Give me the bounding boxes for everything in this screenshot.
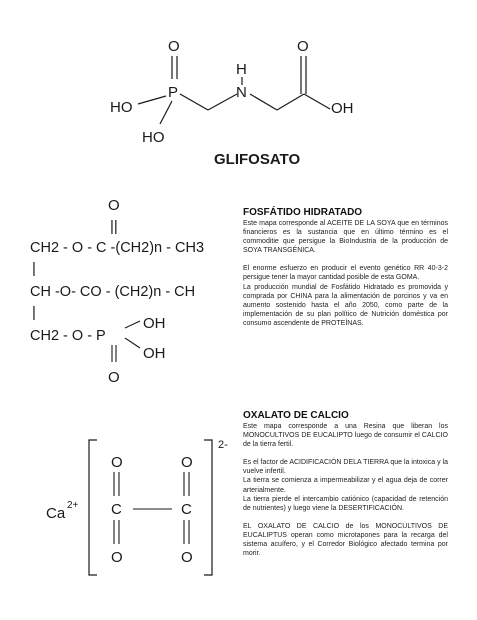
fosfatido-title: FOSFÁTIDO HIDRATADO xyxy=(243,207,363,218)
oxalato-o-top-left: O xyxy=(111,454,123,471)
fosfatido-section xyxy=(243,207,448,328)
fosfatido-bar-2: | xyxy=(32,304,36,321)
oxalato-paragraph: La tierra pierde el intercambio catiónico (capacidad de retención de nutrientes) y luego viene la DESERTIFICACIÓN. xyxy=(243,495,448,512)
fosfatido-paragraph: Este mapa corresponde al ACEITE DE LA SOYA que en términos financieros es la sustancia que en último término es el commoditie que persigue la BioIndustria de la producción de SOYA TRANSGÉNICA. xyxy=(243,220,448,255)
fosfatido-o-top: O xyxy=(108,197,120,214)
oxalato-paragraph: EL OXALATO DE CALCIO de los MONOCULTIVOS DE EUCALIPTUS operan como microtapones para la recarga del sistema acuífero, y el Corredor Biológico afectado termina por morir. xyxy=(243,522,448,558)
fosfatido-row-2: CH -O- CO - (CH2)n - CH xyxy=(30,284,196,300)
fosfatido-double-bond: || xyxy=(110,218,118,235)
oxalato-paragraph: Es el factor de ACIDIFICACIÓN DELA TIERRA que la intoxica y la vuelve infertil. xyxy=(243,459,448,476)
glifosato-structure xyxy=(0,0,477,170)
fosfatido-bar-1: | xyxy=(32,260,36,277)
fosfatido-row-1: CH2 - O - C -(CH2)n - CH3 xyxy=(30,240,205,256)
glifosato-bond-p-ho-bottom xyxy=(160,101,172,124)
glifosato-ho-bottom: HO xyxy=(142,129,165,146)
glifosato-bond-p-ho xyxy=(138,96,166,104)
fosfatido-bond-p-oh-bottom xyxy=(125,338,140,348)
fosfatido-o-bottom: O xyxy=(108,369,120,386)
oxalato-ca-charge: 2+ xyxy=(67,500,79,511)
glifosato-caption: GLIFOSATO xyxy=(214,151,301,168)
glifosato-ho-left: HO xyxy=(110,99,133,116)
fosfatido-oh-bottom: OH xyxy=(143,345,166,362)
oxalato-charge: 2- xyxy=(218,439,228,451)
glifosato-oh: OH xyxy=(331,100,354,117)
fosfatido-formula xyxy=(0,190,240,395)
fosfatido-row-3: CH2 - O - P xyxy=(30,328,106,344)
glifosato-p: P xyxy=(168,84,179,101)
glifosato-n: N xyxy=(236,84,247,101)
oxalato-section xyxy=(243,410,448,558)
oxalato-formula xyxy=(0,420,240,590)
oxalato-ca: Ca xyxy=(46,505,66,522)
oxalato-c-right: C xyxy=(181,501,192,518)
glifosato-bond-ch2-n xyxy=(208,94,237,110)
glifosato-bond-p-ch2 xyxy=(180,94,208,110)
glifosato-bond-n-ch2 xyxy=(250,94,277,110)
glifosato-o-top-left: O xyxy=(168,38,180,55)
oxalato-paragraph: Este mapa corresponde a una Resina que liberan los MONOCULTIVOS DE EUCALIPTO luego de consumir el CALCIO de la tierra fertil. xyxy=(243,423,448,449)
glifosato-bond-ch2-c xyxy=(277,94,304,110)
glifosato-o-top-right: O xyxy=(297,38,309,55)
oxalato-o-top-right: O xyxy=(181,454,193,471)
glifosato-bond-c-oh xyxy=(304,94,330,109)
oxalato-title: OXALATO DE CALCIO xyxy=(243,410,349,421)
glifosato-h: H xyxy=(236,61,247,78)
oxalato-o-bottom-right: O xyxy=(181,549,193,566)
oxalato-paragraph: La tierra se comienza a impermeabilizar y el agua deja de correr arterialmente. xyxy=(243,477,448,494)
fosfatido-paragraph: La producción mundial de Fosfátido Hidratado es promovida y comprada por CHINA para la alimentación de porcinos y va en aumento sostenido hasta el año 2050, como parte de la implementación de su plan político de Nutrición doméstica por consumo ascendente de PROTEÍNAS. xyxy=(243,283,448,327)
oxalato-bracket-left xyxy=(89,440,97,575)
oxalato-o-bottom-left: O xyxy=(111,549,123,566)
fosfatido-paragraph: El enorme esfuerzo en producir el evento genético RR 40-3-2 persigue tener la mayor cantidad posible de esta GOMA. xyxy=(243,265,448,282)
oxalato-bracket-right xyxy=(204,440,212,575)
fosfatido-oh-top: OH xyxy=(143,315,166,332)
fosfatido-bond-p-oh-top xyxy=(125,321,140,328)
oxalato-c-left: C xyxy=(111,501,122,518)
